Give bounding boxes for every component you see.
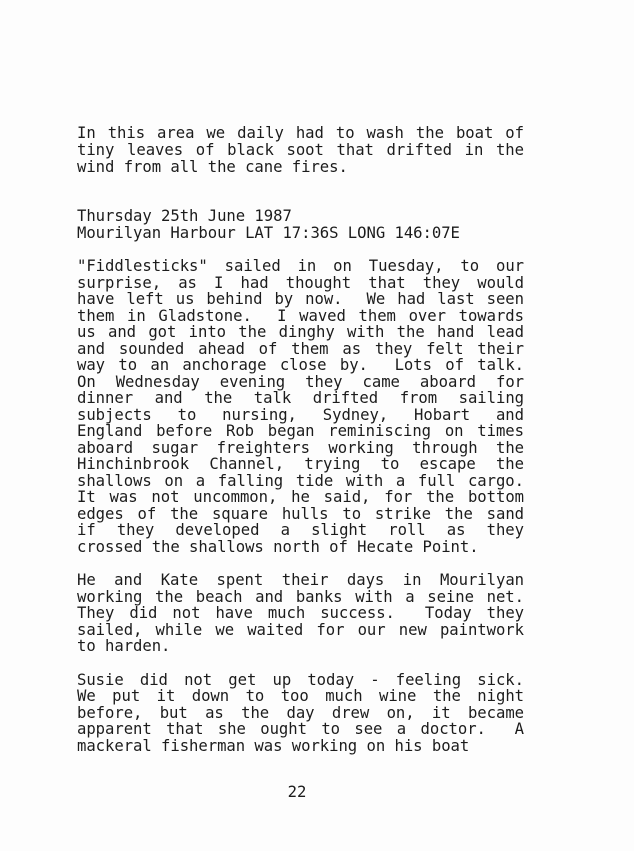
text-line: crossed the shallows north of Hecate Point. <box>77 538 479 556</box>
text-line: and sounded ahead of them as they felt their <box>77 340 524 358</box>
text-line: aboard sugar freighters working through the <box>77 439 524 457</box>
text-line: surprise, as I had thought that they would <box>77 274 524 292</box>
text-line: In this area we daily had to wash the boat of <box>77 124 524 142</box>
text-line: working the beach and banks with a seine net. <box>77 588 524 606</box>
text-line: edges of the square hulls to strike the sand <box>77 505 524 523</box>
text-line: way to an anchorage close by. Lots of talk. <box>77 356 524 374</box>
text-line: "Fiddlesticks" sailed in on Tuesday, to our <box>77 257 524 275</box>
text-line: On Wednesday evening they came aboard for <box>77 373 524 391</box>
text-line: Hinchinbrook Channel, trying to escape the <box>77 455 524 473</box>
text-line: wind from all the cane fires. <box>77 158 348 176</box>
text-line: We put it down to too much wine the night <box>77 687 524 705</box>
text-line: It was not uncommon, he said, for the bottom <box>77 488 524 506</box>
text-line: They did not have much success. Today they <box>77 604 524 622</box>
text-line: before, but as the day drew on, it became <box>77 704 524 722</box>
page-number: 22 <box>287 783 307 801</box>
text-line: dinner and the talk drifted from sailing <box>77 389 524 407</box>
text-line: mackeral fisherman was working on his boat <box>77 737 470 755</box>
text-line: them in Gladstone. I waved them over towards <box>77 307 524 325</box>
text-line: subjects to nursing, Sydney, Hobart and <box>77 406 524 424</box>
text-line: to harden. <box>77 637 171 655</box>
text-line: have left us behind by now. We had last seen <box>77 290 524 308</box>
entry-date: Thursday 25th June 1987 <box>77 207 292 225</box>
text-line: tiny leaves of black soot that drifted in the <box>77 141 524 159</box>
text-line: apparent that she ought to see a doctor. A <box>77 720 524 738</box>
entry-location: Mourilyan Harbour LAT 17:36S LONG 146:07E <box>77 224 460 242</box>
text-line: Susie did not get up today - feeling sick. <box>77 671 524 689</box>
text-line: if they developed a slight roll as they <box>77 521 524 539</box>
text-line: us and got into the dinghy with the hand lead <box>77 323 524 341</box>
text-line: England before Rob began reminiscing on times <box>77 422 524 440</box>
text-line: sailed, while we waited for our new paintwork <box>77 621 524 639</box>
text-line: He and Kate spent their days in Mourilyan <box>77 571 524 589</box>
text-line: shallows on a falling tide with a full cargo. <box>77 472 524 490</box>
